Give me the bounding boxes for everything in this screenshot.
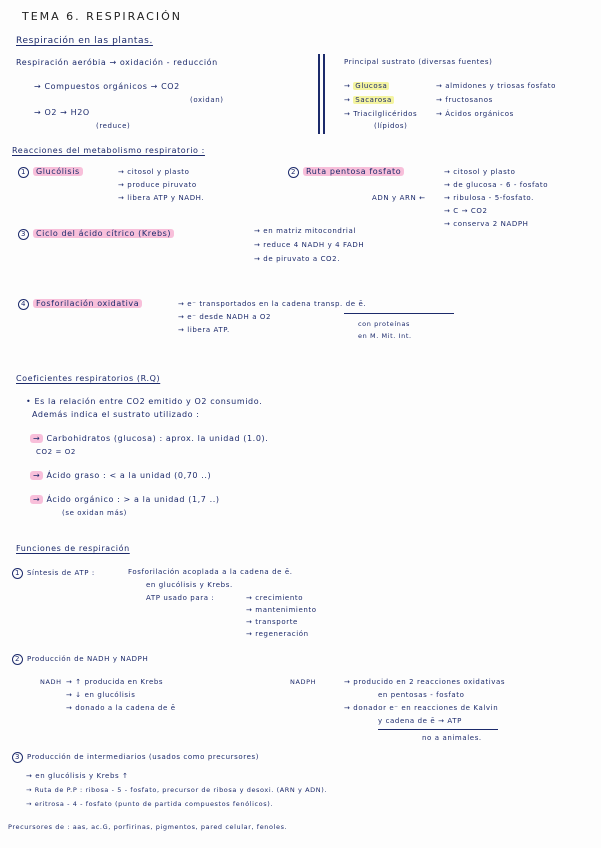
- co2-equals-o2: CO2 = O2: [36, 448, 76, 456]
- krebs-c: de piruvato a CO2.: [263, 255, 341, 263]
- reduce-note: (reduce): [96, 122, 131, 130]
- atp-c: ATP usado para :: [146, 594, 215, 602]
- fatty-acid-line: Ácido graso : < a la unidad (0,70 ..): [46, 471, 212, 480]
- sucrose-highlight: Sacarosa: [355, 96, 392, 104]
- number-f2: 2: [12, 654, 23, 665]
- oxphos-label: Fosforilación oxidativa: [33, 299, 142, 308]
- oxygen-line: → O2 → H2O: [34, 108, 90, 117]
- rq-definition: • Es la relación entre CO2 emitido y O2 consumido.: [26, 397, 263, 406]
- substrate-heading: Principal sustrato (diversas fuentes): [344, 58, 493, 66]
- nadph-tag: NADPH: [290, 678, 317, 686]
- pentose-c: ribulosa - 5-fosfato.: [453, 194, 534, 202]
- section-heading-functions: Funciones de respiración: [16, 544, 130, 553]
- pentose-side: ADN y ARN ←: [372, 194, 426, 202]
- atp-b: en glucólisis y Krebs.: [146, 581, 233, 589]
- atp-synthesis-label: Síntesis de ATP :: [27, 569, 95, 577]
- arrow-highlight-1: →: [30, 434, 43, 443]
- atp-use-2: mantenimiento: [255, 606, 317, 614]
- oxphos-e: en M. Mit. Int.: [358, 332, 412, 340]
- number-4: 4: [18, 299, 29, 310]
- underline-nadph: [378, 729, 498, 730]
- nadh-tag: NADH: [40, 678, 62, 686]
- pentose-d: C → CO2: [453, 207, 488, 215]
- glycolysis-label: Glucólisis: [33, 167, 83, 176]
- section-heading-rq: Coeficientes respiratorios (R.Q): [16, 374, 161, 383]
- number-1: 1: [18, 167, 29, 178]
- number-f3: 3: [12, 752, 23, 763]
- number-2: 2: [288, 167, 299, 178]
- oxphos-d: con proteínas: [358, 320, 411, 328]
- page-title: TEMA 6. RESPIRACIÓN: [22, 10, 182, 23]
- aerobic-line: Respiración aeróbia → oxidación - reducción: [16, 58, 218, 67]
- nadph-1: producido en 2 reacciones oxidativas: [353, 678, 506, 686]
- nadph-2: en pentosas - fosfato: [378, 691, 465, 699]
- nadph-5: no a animales.: [422, 734, 482, 742]
- glycolysis-b: produce piruvato: [127, 181, 197, 189]
- oxidize-note: (oxidan): [190, 96, 224, 104]
- glycolysis-c: libera ATP y NADH.: [127, 194, 205, 202]
- nadh-1: ↑ producida en Krebs: [75, 678, 164, 686]
- atp-a: Fosforilación acoplada a la cadena de ē.: [128, 568, 293, 576]
- organics-line: → Compuestos orgánicos → CO2: [34, 82, 180, 91]
- krebs-b: reduce 4 NADH y 4 FADH: [263, 241, 365, 249]
- number-3: 3: [18, 229, 29, 240]
- divider-line: [318, 54, 320, 134]
- underline-chain: [344, 313, 454, 314]
- pentose-e: conserva 2 NADPH: [453, 220, 529, 228]
- oxidize-more-note: (se oxidan más): [62, 509, 127, 517]
- nadh-2: ↓ en glucólisis: [75, 691, 136, 699]
- triacyl-label: Triacilglicéridos: [353, 110, 418, 118]
- section-heading-reactions: Reacciones del metabolismo respiratorio :: [12, 146, 205, 155]
- notes-page: TEMA 6. RESPIRACIÓN Respiración en las plantas. Respiración aeróbia → oxidación - reducción → Compuestos orgánicos → CO2 (oxidan) → O2 → H2O (reduce) Principal sustrato (diversas fuentes) → Glucosa → almidones y triosas fosfato → Sacarosa → fructosanos → Triacilglicéridos → Ácidos orgánicos (lípidos) Reacciones del metabolismo respiratorio : 1 Glucólisis → citosol y plasto → produce piruvato → libera ATP y NADH. 2 Ruta pentosa fosfato → citosol y plasto → de glucosa - 6 - fosfato ADN y ARN ← → ribulosa - 5-fosfato. → C → CO2 → conserva 2 NADPH 3 Ciclo del ácido cítrico (Krebs) → en matriz mitocondrial → reduce 4 NADH y 4 FADH → de piruvato a CO2. 4 Fosforilación oxidativa → e⁻ transportados en la cadena transp. de ē. → e⁻ desde NADH a O2 → libera ATP. con proteínas en M. Mit. Int. Coeficientes respiratorios (R.Q) • Es la relación entre CO2 emitido y O2 consumido. Además indica el sustrato utilizado : → Carbohidratos (glucosa) : aprox. la unidad (1.0). CO2 = O2 → Ácido graso : < a la unidad (0,70 ..) → Ácido orgánico : > a la unidad (1,7 ..) (se oxidan más) Funciones de respiración 1 Síntesis de ATP : Fosforilación acoplada a la cadena de ē. en glucólisis y Krebs. ATP usado para : → crecimiento → mantenimiento → transporte → regeneración 2 Producción de NADH y NADPH NADH → ↑ producida en Krebs → ↓ en glucólisis → donado a la cadena de ē NADPH → producido en 2 reacciones oxidativas en pentosas - fosfato → donador e⁻ en reacciones de Kalvin y cadena de ē → ATP no a animales. 3 Producción de intermediarios (usados como precursores) → en glucólisis y Krebs ↑ → Ruta de P.P : ribosa - 5 - fosfato, precursor de ribosa y desoxi. (ARN y ADN). → eritrosa - 4 - fosfato (punto de partida compuestos fenólicos). Precursores de : aas, ac.G, porfirinas, pigmentos, pared celular, fenoles.: [8, 10, 557, 831]
- nadh-label: Producción de NADH y NADPH: [27, 655, 149, 663]
- pentose-b: de glucosa - 6 - fosfato: [453, 181, 549, 189]
- nadph-3: donador e⁻ en reacciones de Kalvin: [353, 704, 499, 712]
- glucose-sources: → almidones y triosas fosfato: [436, 82, 557, 90]
- glucose-highlight: Glucosa: [355, 82, 388, 90]
- krebs-label: Ciclo del ácido cítrico (Krebs): [33, 229, 174, 238]
- oxphos-a: e⁻ transportados en la cadena transp. de ē.: [187, 300, 367, 308]
- intermediates-a: → en glucólisis y Krebs ↑: [26, 772, 129, 780]
- oxphos-c: libera ATP.: [187, 326, 230, 334]
- glycolysis-a: citosol y plasto: [127, 168, 190, 176]
- intermediates-label: Producción de intermediarios (usados como precursores): [27, 753, 260, 761]
- krebs-a: en matriz mitocondrial: [263, 227, 356, 235]
- organic-acid-line: Ácido orgánico : > a la unidad (1,7 ..): [46, 495, 220, 504]
- arrow-highlight-2: →: [30, 471, 43, 480]
- carbohydrates-line: Carbohidratos (glucosa) : aprox. la unidad (1.0).: [46, 434, 269, 443]
- oxphos-b: e⁻ desde NADH a O2: [187, 313, 272, 321]
- organic-acids: → Ácidos orgánicos: [436, 110, 514, 118]
- sucrose-sources: → fructosanos: [436, 96, 493, 104]
- intermediates-c: → eritrosa - 4 - fosfato (punto de partida compuestos fenólicos).: [26, 800, 274, 808]
- pentose-label: Ruta pentosa fosfato: [303, 167, 404, 176]
- arrow-highlight-3: →: [30, 495, 43, 504]
- lipids-note: (lípidos): [374, 122, 408, 130]
- precursors-line: Precursores de : aas, ac.G, porfirinas, pigmentos, pared celular, fenoles.: [8, 823, 288, 831]
- atp-use-1: crecimiento: [255, 594, 304, 602]
- nadph-4: y cadena de ē → ATP: [378, 717, 462, 725]
- atp-use-3: transporte: [255, 618, 298, 626]
- number-f1: 1: [12, 568, 23, 579]
- section-heading-respiration: Respiración en las plantas.: [16, 36, 153, 46]
- nadh-3: donado a la cadena de ē: [75, 704, 176, 712]
- intermediates-b: → Ruta de P.P : ribosa - 5 - fosfato, precursor de ribosa y desoxi. (ARN y ADN).: [26, 786, 328, 794]
- pentose-a: citosol y plasto: [453, 168, 516, 176]
- divider-line-2: [323, 54, 325, 134]
- rq-substrate: Además indica el sustrato utilizado :: [32, 410, 200, 419]
- atp-use-4: regeneración: [255, 630, 309, 638]
